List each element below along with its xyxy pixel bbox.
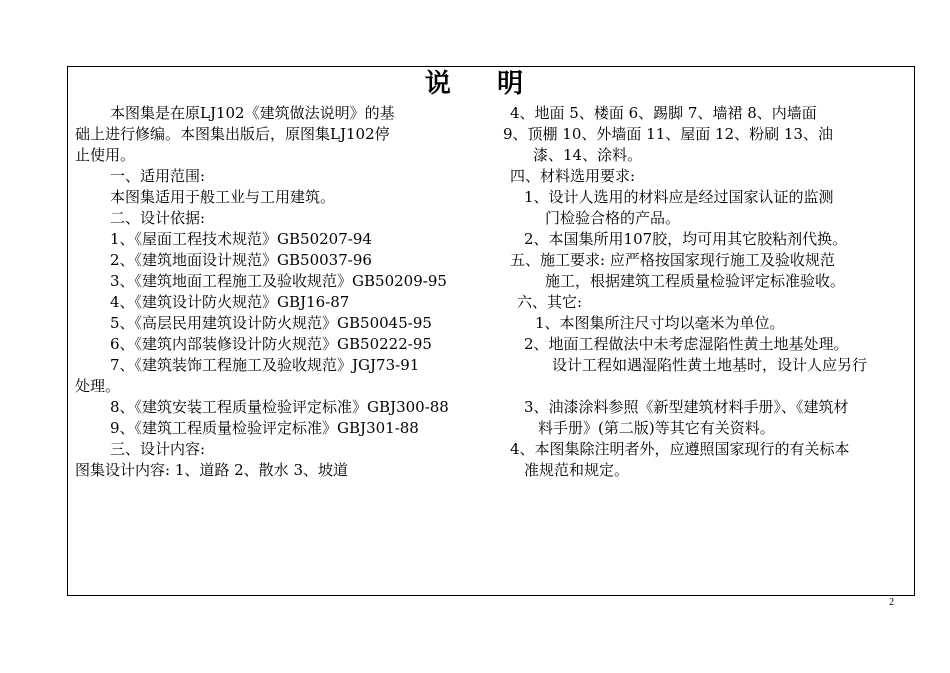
basis-item: 8、《建筑安装工程质量检验评定标准》GBJ300-88 (110, 398, 449, 416)
basis-item: 9、《建筑工程质量检验评定标准》GBJ301-88 (110, 419, 419, 437)
right-line: 料手册》(第二版)等其它有关资料。 (538, 419, 775, 437)
materials-item: 1、设计人选用的材料应是经过国家认证的监测 (524, 188, 834, 206)
left-line: 止使用。 (75, 146, 136, 164)
right-line: 施工，根据建筑工程质量检验评定标准验收。 (545, 272, 846, 290)
basis-item: 5、《高层民用建筑设计防火规范》GB50045-95 (110, 314, 432, 332)
right-line: 门检验合格的产品。 (545, 209, 681, 227)
section-heading-content: 三、设计内容: (110, 440, 206, 458)
left-line: 础上进行修编。本图集出版后，原图集LJ102停 (75, 125, 390, 143)
right-line: 漆、14、涂料。 (533, 146, 643, 164)
right-line: 9、顶棚 10、外墙面 11、屋面 12、粉刷 13、油 (503, 125, 833, 143)
right-line: 4、地面 5、楼面 6、踢脚 7、墙裙 8、内墙面 (510, 104, 817, 122)
right-line: 设计工程如遇湿陷性黄土地基时，设计人应另行 (552, 356, 868, 374)
other-item: 1、本图集所注尺寸均以毫米为单位。 (535, 314, 785, 332)
left-line: 本图集是在原LJ102《建筑做法说明》的基 (110, 104, 395, 122)
section-heading-materials: 四、材料选用要求: (510, 167, 636, 185)
right-line: 准规范和规定。 (524, 461, 630, 479)
basis-item: 2、《建筑地面设计规范》GB50037-96 (110, 251, 372, 269)
section-heading-basis: 二、设计依据: (110, 209, 206, 227)
section-heading-other: 六、其它: (517, 293, 583, 311)
page-title: 说 明 (424, 69, 526, 99)
other-item: 4、本图集除注明者外，应遵照国家现行的有关标本 (510, 440, 850, 458)
left-line: 处理。 (75, 377, 121, 395)
page-number: 2 (889, 597, 894, 608)
left-line: 图集设计内容: 1、道路 2、散水 3、坡道 (75, 461, 348, 479)
left-line: 本图集适用于般工业与工用建筑。 (110, 188, 336, 206)
section-heading-construction: 五、施工要求: 应严格按国家现行施工及验收规范 (510, 251, 835, 269)
section-heading-scope: 一、适用范围: (110, 167, 206, 185)
basis-item: 1、《屋面工程技术规范》GB50207-94 (110, 230, 372, 248)
basis-item: 6、《建筑内部装修设计防火规范》GB50222-95 (110, 335, 432, 353)
basis-item: 7、《建筑装饰工程施工及验收规范》JGJ73-91 (110, 356, 420, 374)
materials-item: 2、本国集所用107胶，均可用其它胶粘剂代换。 (524, 230, 848, 248)
other-item: 2、地面工程做法中未考虑湿陷性黄土地基处理。 (524, 335, 849, 353)
basis-item: 3、《建筑地面工程施工及验收规范》GB50209-95 (110, 272, 447, 290)
basis-item: 4、《建筑设计防火规范》GBJ16-87 (110, 293, 350, 311)
other-item: 3、油漆涂料参照《新型建筑材料手册》、《建筑材 (524, 398, 849, 416)
